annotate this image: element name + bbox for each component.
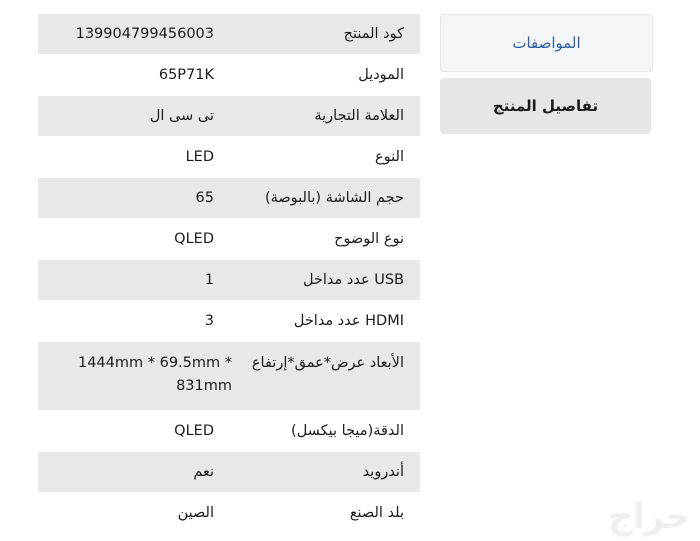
- spec-value: 65P71K: [158, 67, 214, 83]
- spec-row-hdmi-ports: [38, 301, 420, 342]
- spec-value: 1444mm * 69.5mm * 831mm: [77, 355, 232, 394]
- spec-value: LED: [185, 149, 214, 165]
- spec-row-resolution-megapixel: [38, 411, 420, 452]
- spec-row-type: [38, 137, 420, 178]
- spec-value: تى سى ال: [149, 108, 214, 124]
- spec-row-product-code: [38, 14, 420, 55]
- tab-specifications[interactable]: المواصفات: [440, 14, 653, 72]
- spec-label: HDMI عدد مداخل: [293, 313, 404, 329]
- spec-row-model: [38, 55, 420, 96]
- spec-row-resolution-type: [38, 219, 420, 260]
- spec-label: الموديل: [358, 67, 404, 83]
- spec-label: بلد الصنع: [349, 505, 404, 521]
- spec-value: 13990479945600​3: [75, 26, 214, 42]
- spec-value: الصين: [177, 505, 214, 521]
- spec-value: 3: [204, 313, 214, 329]
- spec-label: نوع الوضوح: [334, 231, 404, 247]
- specs-table: [38, 14, 420, 534]
- spec-row-brand: [38, 96, 420, 137]
- spec-label: النوع: [375, 149, 404, 165]
- spec-label: أندرويد: [362, 464, 404, 480]
- spec-label: العلامة التجارية: [314, 108, 404, 124]
- haraj-watermark: حراج: [608, 497, 690, 537]
- spec-label: حجم الشاشة (بالبوصة): [264, 190, 404, 206]
- tab-product-details[interactable]: تفاصيل المنتج: [440, 78, 651, 134]
- spec-label: كود المنتج: [343, 26, 404, 42]
- spec-value: نعم: [193, 464, 214, 480]
- spec-label: الدقة(ميجا بيكسل): [291, 423, 404, 439]
- spec-value: QLED: [174, 231, 214, 247]
- spec-row-dimensions: [38, 342, 420, 411]
- spec-value: 65: [195, 190, 214, 206]
- spec-row-country-of-origin: [38, 493, 420, 534]
- spec-row-usb-ports: [38, 260, 420, 301]
- spec-value: QLED: [174, 423, 214, 439]
- spec-row-android: [38, 452, 420, 493]
- spec-label: USB عدد مداخل: [302, 272, 404, 288]
- spec-row-screen-size: [38, 178, 420, 219]
- spec-value: 1: [204, 272, 214, 288]
- spec-label: الأبعاد عرض*عمق*إرتفاع: [251, 355, 404, 371]
